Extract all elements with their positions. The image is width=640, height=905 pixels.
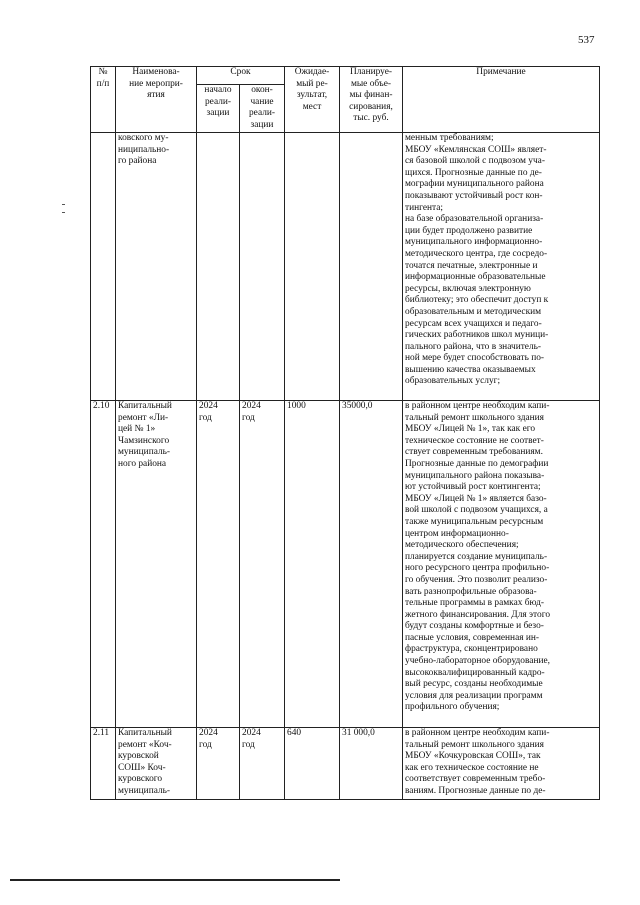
table-row [91, 728, 600, 800]
table-row [91, 401, 600, 728]
header-row [91, 67, 600, 85]
row-start: 2024 год [197, 728, 240, 800]
row-num [91, 133, 116, 401]
header-note: Примечание [403, 67, 600, 133]
row-name: Капитальный ремонт «Коч- куровской СОШ» Коч- куровского муниципаль- [116, 728, 197, 800]
header-finance: Планируе- мые объе- мы финан- сирования, тыс. руб. [340, 67, 403, 133]
row-note: менным требованиям; МБОУ «Кемлянская СОШ» являет- ся базовой школой с подвозом уча- щихся. Прогнозные данные по де- мографии муниципального района показывают устойчивый рост кон- тингента; на базе образовательной организа- ции будет продолжено развитие муниципального информационно- методического центра, где сосредо- точатся печатные, электронные и информационные образовательные ресурсы, включая электронную библиотеку; это обеспечит доступ к образовательным и методическим ресурсам всех учащихся и педаго- гических работников школ муници- пального района, что в значитель- ной мере будет способствовать по- вышению качества оказываемых образовательных услуг; [403, 133, 600, 401]
row-num: 2.11 [91, 728, 116, 800]
header-end: окон- чание реали- зации [240, 85, 285, 133]
header-name: Наименова- ние меропри- ятия [116, 67, 197, 133]
row-start: 2024 год [197, 401, 240, 728]
row-result [285, 133, 340, 401]
row-num: 2.10 [91, 401, 116, 728]
row-name: Капитальный ремонт «Ли- цей № 1» Чамзинского муниципаль- ного района [116, 401, 197, 728]
header-term: Срок [197, 67, 285, 85]
row-end [240, 133, 285, 401]
row-end: 2024 год [240, 728, 285, 800]
bottom-rule [10, 879, 340, 881]
page-number: 537 [578, 34, 595, 46]
row-name: ковского му- ниципально- го района [116, 133, 197, 401]
row-start [197, 133, 240, 401]
measures-table [90, 66, 600, 800]
row-result: 640 [285, 728, 340, 800]
row-end: 2024 год [240, 401, 285, 728]
scan-mark [62, 204, 65, 205]
row-result: 1000 [285, 401, 340, 728]
row-finance: 31 000,0 [340, 728, 403, 800]
row-note: в районном центре необходим капи- тальный ремонт школьного здания МБОУ «Лицей № 1», так как его техническое состояние не соответ- ствует современным требованиям. Прогнозные данные по демографии муниципального района показыва- ют устойчивый рост контингента; МБОУ «Лицей № 1» является базо- вой школой с подвозом учащихся, а также муниципальным ресурсным центром информационно- методического обеспечения; планируется создание муниципаль- ного ресурсного центра профильно- го обучения. Это позволит реализо- вать разнопрофильные образова- тельные программы в рамках бюд- жетного финансирования. Для этого будут созданы комфортные и безо- пасные условия, современная ин- фраструктура, сконцентрировано учебно-лабораторное оборудование, высококвалифицированный кадро- вый ресурс, созданы необходимые условия для реализации программ профильного обучения; [403, 401, 600, 728]
scan-mark [62, 212, 65, 213]
row-finance: 35000,0 [340, 401, 403, 728]
header-result: Ожидае- мый ре- зультат, мест [285, 67, 340, 133]
table-row [91, 133, 600, 401]
row-note: в районном центре необходим капи- тальный ремонт школьного здания МБОУ «Кочкуровская СОШ», так как его техническое состояние не соответствует современным требо- ваниям. Прогнозные данные по де- [403, 728, 600, 800]
header-start: начало реали- зации [197, 85, 240, 133]
header-num: № п/п [91, 67, 116, 133]
row-finance [340, 133, 403, 401]
